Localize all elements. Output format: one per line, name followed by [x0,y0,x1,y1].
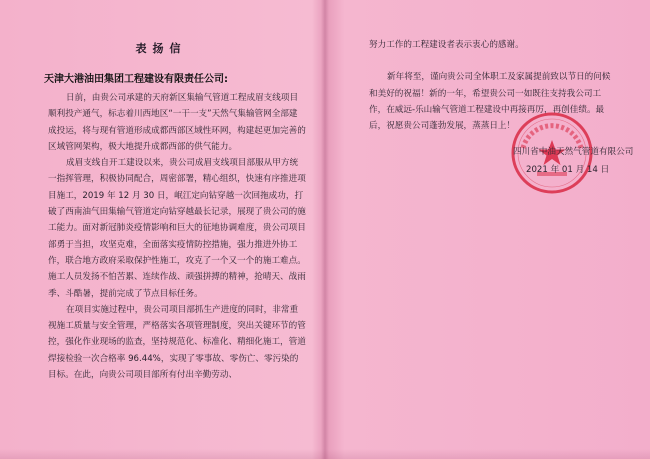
bottom-shadow [0,449,650,459]
paragraph-3: 在项目实施过程中，贵公司项目部抓生产进度的同时，非常重视施工质量与安全管理，严格落实各项管理制度，突出关键环节的管控，强化作业现场的监查，坚持规范化、标准化、精细化施工，管道焊接检验一次合格率 96.44%，实现了零事故、零伤亡、零污染的目标。在此，向贵公司项目部所有付出辛勤劳动、 [48,304,306,381]
closing-paragraph: 新年将至，谨向贵公司全体职工及家属提前致以节日的问候和美好的祝福！新的一年，希望贵公司一如既往支持我公司工作，在威远-乐山输气管道工程建设中再接再厉，再创佳绩。最后，祝愿贵公司蓬勃发展，蒸蒸日上！ [369,72,611,132]
paragraph-1: 日前，由贵公司承建的天府新区集输气管道工程成眉支线项目顺利投产通气，标志着川西地区“一干一支”天然气集输管网全部建成投运，将与现有管道形成成都西部区域性环网，构建起更加完善的区域管网架构，极大地提升成都西部的供气能力。 [48,93,306,152]
salutation: 天津大港油田集团工程建设有限责任公司: [44,74,228,85]
right-page [329,0,650,459]
letter-date: 2021 年 01 月 14 日 [526,165,610,175]
letter-body [48,90,306,383]
page-fold [321,0,329,459]
signer-name: 四川省中油天然气管道有限公司 [513,147,634,157]
letter-title: 表扬信 [135,42,187,55]
left-page [0,0,322,459]
paragraph-2: 成眉支线自开工建设以来，贵公司成眉支线项目部服从甲方统一指挥管理，积极协同配合，周密部署，精心组织，快速有序推进项目施工，2019 年 12 月 30 日，岷江定向钻穿越一次回拖成功，打破了西南油气田集输气管道定向钻穿越最长记录，展现了贵公司的施工能力。面对新冠肺炎疫情影响和巨大的征地协调难度，贵公司项目部勇于当担，攻坚克难，全面落实疫情防控措施，强力推进外协工作，联合地方政府采取保护性施工，攻克了一个又一个的施工难点。施工人员发扬不怕苦累、连续作战、顽强拼搏的精神，抢晴天、战雨季、斗酷暑，提前完成了节点目标任务。 [48,158,306,299]
continuation-line: 努力工作的工程建设者表示衷心的感谢。 [369,40,524,50]
